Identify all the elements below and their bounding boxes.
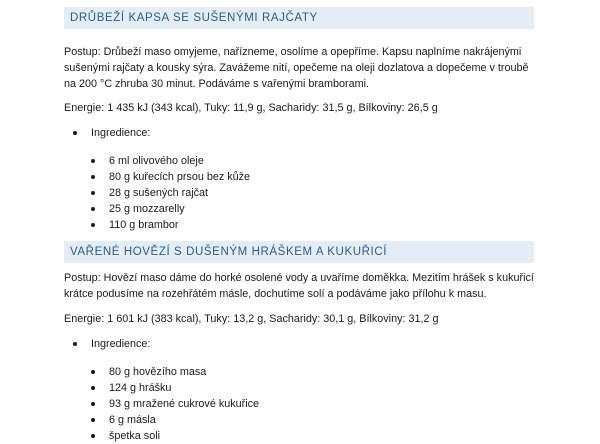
bullet-icon: [73, 342, 77, 346]
document-page: [64, 0, 534, 444]
ingredient-text: 6 ml olivového oleje: [109, 155, 204, 167]
recipe-nutrition: Energie: 1 435 kJ (343 kcal), Tuky: 11,9 g, Sacharidy: 31,5 g, Bílkoviny: 26,5 g: [64, 102, 438, 114]
ingredient-text: 124 g hrášku: [109, 382, 172, 394]
ingredient-text: 80 g hovězího masa: [109, 366, 207, 378]
ingredient-text: špetka soli: [109, 430, 161, 442]
bullet-icon: [91, 159, 95, 163]
ingredient-text: 28 g sušených rajčat: [109, 187, 209, 199]
recipe-nutrition: Energie: 1 601 kJ (383 kcal), Tuky: 13,2 g, Sacharidy: 30,1 g, Bílkoviny: 31,2 g: [64, 313, 439, 325]
bullet-icon: [91, 386, 95, 390]
list-item: [64, 169, 534, 185]
ingredients-list: [64, 153, 534, 233]
list-item: [64, 380, 534, 396]
list-item: [64, 428, 534, 444]
bullet-icon: [91, 402, 95, 406]
ingredients-heading: [64, 125, 534, 141]
bullet-icon: [73, 131, 77, 135]
ingredients-label: Ingredience:: [91, 338, 151, 350]
list-item: [64, 364, 534, 380]
recipe-title: VAŘENÉ HOVĚZÍ S DUŠENÝM HRÁŠKEM A KUKUŘICÍ: [64, 241, 534, 263]
ingredients-list: [64, 364, 534, 444]
bullet-icon: [91, 191, 95, 195]
recipe-method: Postup: Hovězí maso dáme do horké osolené vody a uvaříme doměkka. Mezitím hrášek s kukuřicí krátce podusíme na rozehřátém másle, dochutíme solí a podáváme jako přílohu k masu.: [64, 272, 534, 300]
ingredient-text: 110 g brambor: [109, 219, 179, 231]
bullet-icon: [91, 418, 95, 422]
ingredient-text: 25 g mozzarelly: [109, 203, 185, 215]
list-item: [64, 396, 534, 412]
list-item: [64, 201, 534, 217]
ingredient-text: 93 g mražené cukrové kukuřice: [109, 398, 260, 410]
recipe-title: DRŮBEŽÍ KAPSA SE SUŠENÝMI RAJČATY: [64, 7, 534, 29]
bullet-icon: [91, 175, 95, 179]
bullet-icon: [91, 370, 95, 374]
ingredients-heading: [64, 336, 534, 352]
recipe-method: Postup: Drůbeží maso omyjeme, nařízneme, osolíme a opepříme. Kapsu naplníme nakrájenými sušenými rajčaty a kousky sýra. Zavážeme nití, opečeme na oleji dozlatova a dopečeme v troubě na 200 °C zhruba 30 minut. Podáváme s vařenými bramborami.: [64, 46, 529, 90]
bullet-icon: [91, 223, 95, 227]
ingredient-text: 80 g kuřecích prsou bez kůže: [109, 171, 251, 183]
ingredient-text: 6 g másla: [109, 414, 156, 426]
list-item: [64, 185, 534, 201]
bullet-icon: [91, 434, 95, 438]
ingredients-label: Ingredience:: [91, 127, 151, 139]
list-item: [64, 153, 534, 169]
list-item: [64, 217, 534, 233]
bullet-icon: [91, 207, 95, 211]
list-item: [64, 412, 534, 428]
